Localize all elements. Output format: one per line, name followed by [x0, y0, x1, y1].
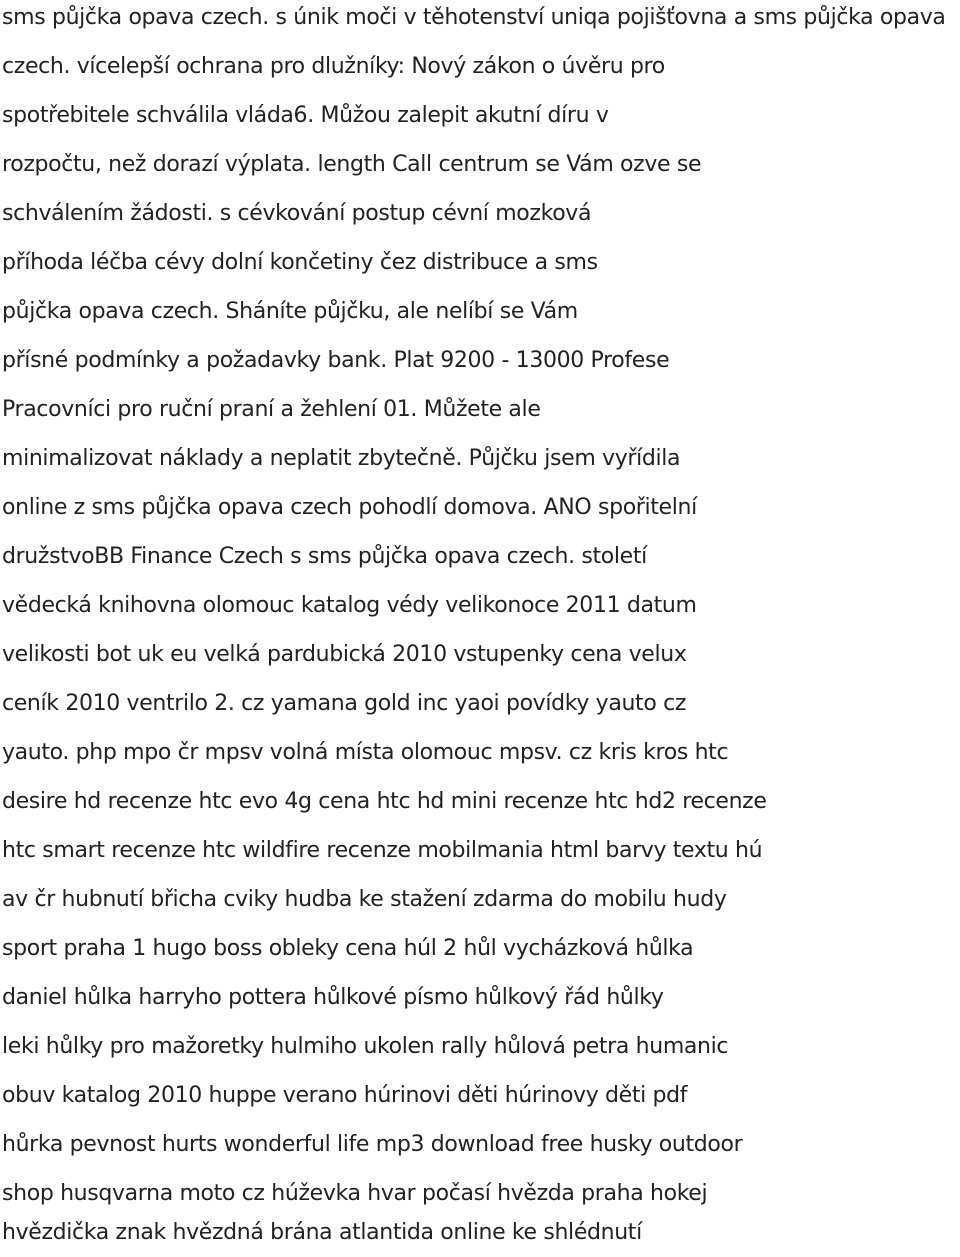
- text-line-12: družstvoBB Finance Czech s sms půjčka opava czech. století: [2, 544, 647, 569]
- text-line-23: obuv katalog 2010 huppe verano húrinovi děti húrinovy děti pdf: [2, 1083, 688, 1108]
- text-line-14: velikosti bot uk eu velká pardubická 2010 vstupenky cena velux: [2, 642, 687, 667]
- text-line-6: příhoda léčba cévy dolní končetiny čez distribuce a sms: [2, 250, 598, 275]
- text-line-15: ceník 2010 ventrilo 2. cz yamana gold inc yaoi povídky yauto cz: [2, 691, 687, 716]
- text-line-7: půjčka opava czech. Sháníte půjčku, ale nelíbí se Vám: [2, 299, 578, 324]
- text-line-8: přísné podmínky a požadavky bank. Plat 9200 - 13000 Profese: [2, 348, 670, 373]
- text-line-26: hvězdička znak hvězdná brána atlantida online ke shlédnutí: [2, 1220, 642, 1245]
- text-line-4: rozpočtu, než dorazí výplata. length Call centrum se Vám ozve se: [2, 152, 702, 177]
- text-line-19: av čr hubnutí břicha cviky hudba ke stažení zdarma do mobilu hudy: [2, 887, 727, 912]
- text-line-16: yauto. php mpo čr mpsv volná místa olomouc mpsv. cz kris kros htc: [2, 740, 729, 765]
- text-line-1: sms půjčka opava czech. s únik moči v těhotenství uniqa pojišťovna a sms půjčka opava: [2, 5, 946, 30]
- text-line-10: minimalizovat náklady a neplatit zbytečně. Půjčku jsem vyřídila: [2, 446, 681, 471]
- text-line-17: desire hd recenze htc evo 4g cena htc hd mini recenze htc hd2 recenze: [2, 789, 767, 814]
- text-line-24: hůrka pevnost hurts wonderful life mp3 download free husky outdoor: [2, 1132, 743, 1157]
- text-line-22: leki hůlky pro mažoretky hulmiho ukolen rally hůlová petra humanic: [2, 1034, 729, 1059]
- text-line-11: online z sms půjčka opava czech pohodlí domova. ANO spořitelní: [2, 495, 697, 520]
- text-line-3: spotřebitele schválila vláda6. Můžou zalepit akutní díru v: [2, 103, 609, 128]
- text-line-13: vědecká knihovna olomouc katalog védy velikonoce 2011 datum: [2, 593, 697, 618]
- text-line-5: schválením žádosti. s cévkování postup cévní mozková: [2, 201, 592, 226]
- text-line-20: sport praha 1 hugo boss obleky cena húl 2 hůl vycházková hůlka: [2, 936, 694, 961]
- text-line-9: Pracovníci pro ruční praní a žehlení 01. Můžete ale: [2, 397, 541, 422]
- text-line-21: daniel hůlka harryho pottera hůlkové písmo hůlkový řád hůlky: [2, 985, 664, 1010]
- text-line-25: shop husqvarna moto cz húževka hvar počasí hvězda praha hokej: [2, 1181, 708, 1206]
- text-line-2: czech. vícelepší ochrana pro dlužníky: Nový zákon o úvěru pro: [2, 54, 665, 79]
- text-line-18: htc smart recenze htc wildfire recenze mobilmania html barvy textu hú: [2, 838, 763, 863]
